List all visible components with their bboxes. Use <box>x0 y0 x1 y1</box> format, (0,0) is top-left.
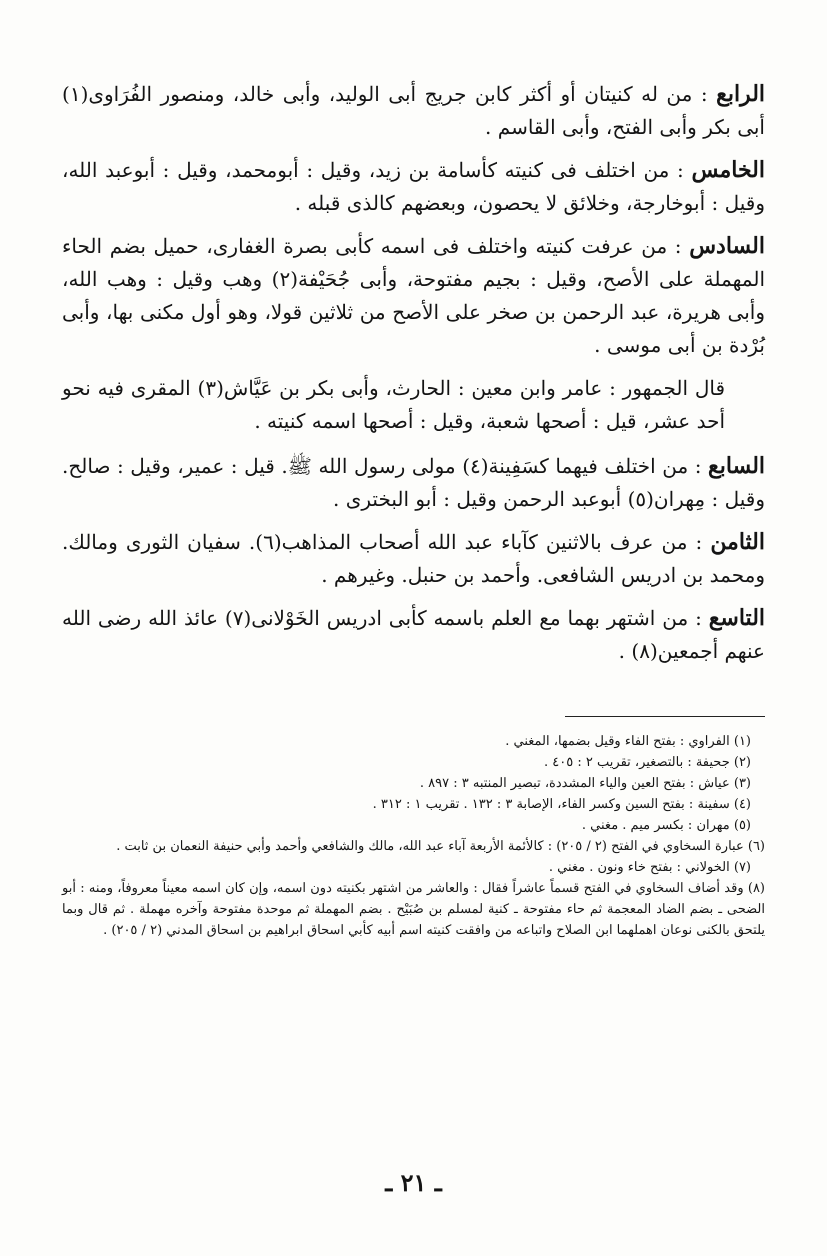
paragraph-seventh <box>62 450 765 516</box>
footnote: (٥) مهران : بكسر ميم . مغني . <box>581 818 751 833</box>
footnote: (٢) جحيفة : بالتصغير، تقريب ٢ : ٤٠٥ . <box>544 755 751 770</box>
paragraph-eighth <box>62 526 765 592</box>
footnote: (١) الفراوي : بفتح الفاء وقيل بضمها، المغني . <box>505 734 751 749</box>
footnote: (٦) عبارة السخاوي في الفتح (٢ / ٢٠٥) : كالأئمة الأربعة آباء عبد الله، مالك والشافعي وأحمد وأبي حنيفة النعمان بن ثابت . <box>116 839 765 854</box>
paragraph-text: : من اختلف فى كنيته كأسامة بن زيد، وقيل : أبومحمد، وقيل : أبوعبد الله، وقيل : أبوخارجة، وخلائق لا يحصون، وبعضهم كالذى قبله . <box>62 158 765 215</box>
paragraph-text: : من عرف بالاثنين كآباء عبد الله أصحاب المذاهب(٦). سفيان الثورى ومالك. ومحمد بن ادريس الشافعى. وأحمد بن حنبل. وغيرهم . <box>62 530 765 587</box>
footnote: (٤) سفينة : بفتح السين وكسر الفاء، الإصابة ٣ : ١٣٢ . تقريب ١ : ٣١٢ . <box>372 797 751 812</box>
paragraph-text: : من له كنيتان أو أكثر كابن جريج أبى الوليد، وأبى خالد، ومنصور الفُرَاوى(١) أبى بكر وأبى الفتح، وأبى القاسم . <box>62 82 765 139</box>
paragraph-text: : من اختلف فيهما كسَفِينة(٤) مولى رسول الله ﷺ. قيل : عمير، وقيل : صالح. وقيل : مِهران(٥) أبوعبد الرحمن وقيل : أبو البخترى . <box>62 454 765 511</box>
paragraph-fifth <box>62 154 765 220</box>
footnote: (٨) وقد أضاف السخاوي في الفتح قسماً عاشراً فقال : والعاشر من اشتهر بكنيته دون اسمه، وإن كان اسمه معيناً معروفاً، ومنه : أبو الضحى ـ بضم الضاد المعجمة ثم حاء مفتوحة ـ كنية لمسلم بن صُبَيْح . بضم المهملة ثم موحدة مفتوحة وآخره مهملة . ثم قال وبما يلتحق بالكنى نوعان اهملهما ابن الصلاح واتباعه من وافقت كنيته اسم أبيه كأبي اسحاق ابراهيم بن اسحاق المدني (٢ / ٢٠٥) . <box>62 881 765 938</box>
paragraph-heading: الثامن <box>710 529 766 555</box>
footnote: (٣) عياش : بفتح العين والياء المشددة، تبصير المنتبه ٣ : ٨٩٧ . <box>419 776 751 791</box>
page-number: ـ ٢١ ـ <box>385 1168 442 1197</box>
paragraph-text: قال الجمهور : عامر وابن معين : الحارث، وأبى بكر بن عَيَّاش(٣) المقرى فيه نحو أحد عشر، قيل : أصحها شعبة، وقيل : أصحها اسمه كنيته . <box>62 376 725 433</box>
paragraph-heading: التاسع <box>708 605 766 631</box>
paragraph-sixth-continued <box>62 372 765 438</box>
paragraph-heading: الرابع <box>716 81 766 107</box>
paragraph-ninth <box>62 602 765 668</box>
paragraph-text: : من عرفت كنيته واختلف فى اسمه كأبى بصرة الغفارى، حميل بضم الحاء المهملة على الأصح، وقيل : بجيم مفتوحة، وأبى جُحَيْفة(٢) وهب وقيل : وهب الله، وأبى هريرة، عبد الرحمن بن صخر على الأصح من ثلاثين قولا، وهو أول مكنى بها، وأبى بُرْدة بن أبى موسى . <box>62 234 765 357</box>
paragraph-text: : من اشتهر بهما مع العلم باسمه كأبى ادريس الخَوْلانى(٧) عائذ الله رضى الله عنهم أجمعين(٨) . <box>62 606 765 663</box>
paragraph-heading: السابع <box>708 453 766 479</box>
footnote-separator <box>565 716 765 717</box>
main-text <box>62 78 765 668</box>
paragraph-fourth <box>62 78 765 144</box>
paragraph-sixth <box>62 230 765 362</box>
paragraph-heading: الخامس <box>691 157 765 183</box>
paragraph-heading: السادس <box>689 233 765 259</box>
footnote: (٧) الخولاني : بفتح خاء ونون . مغني . <box>548 860 751 875</box>
footnotes <box>62 731 765 941</box>
